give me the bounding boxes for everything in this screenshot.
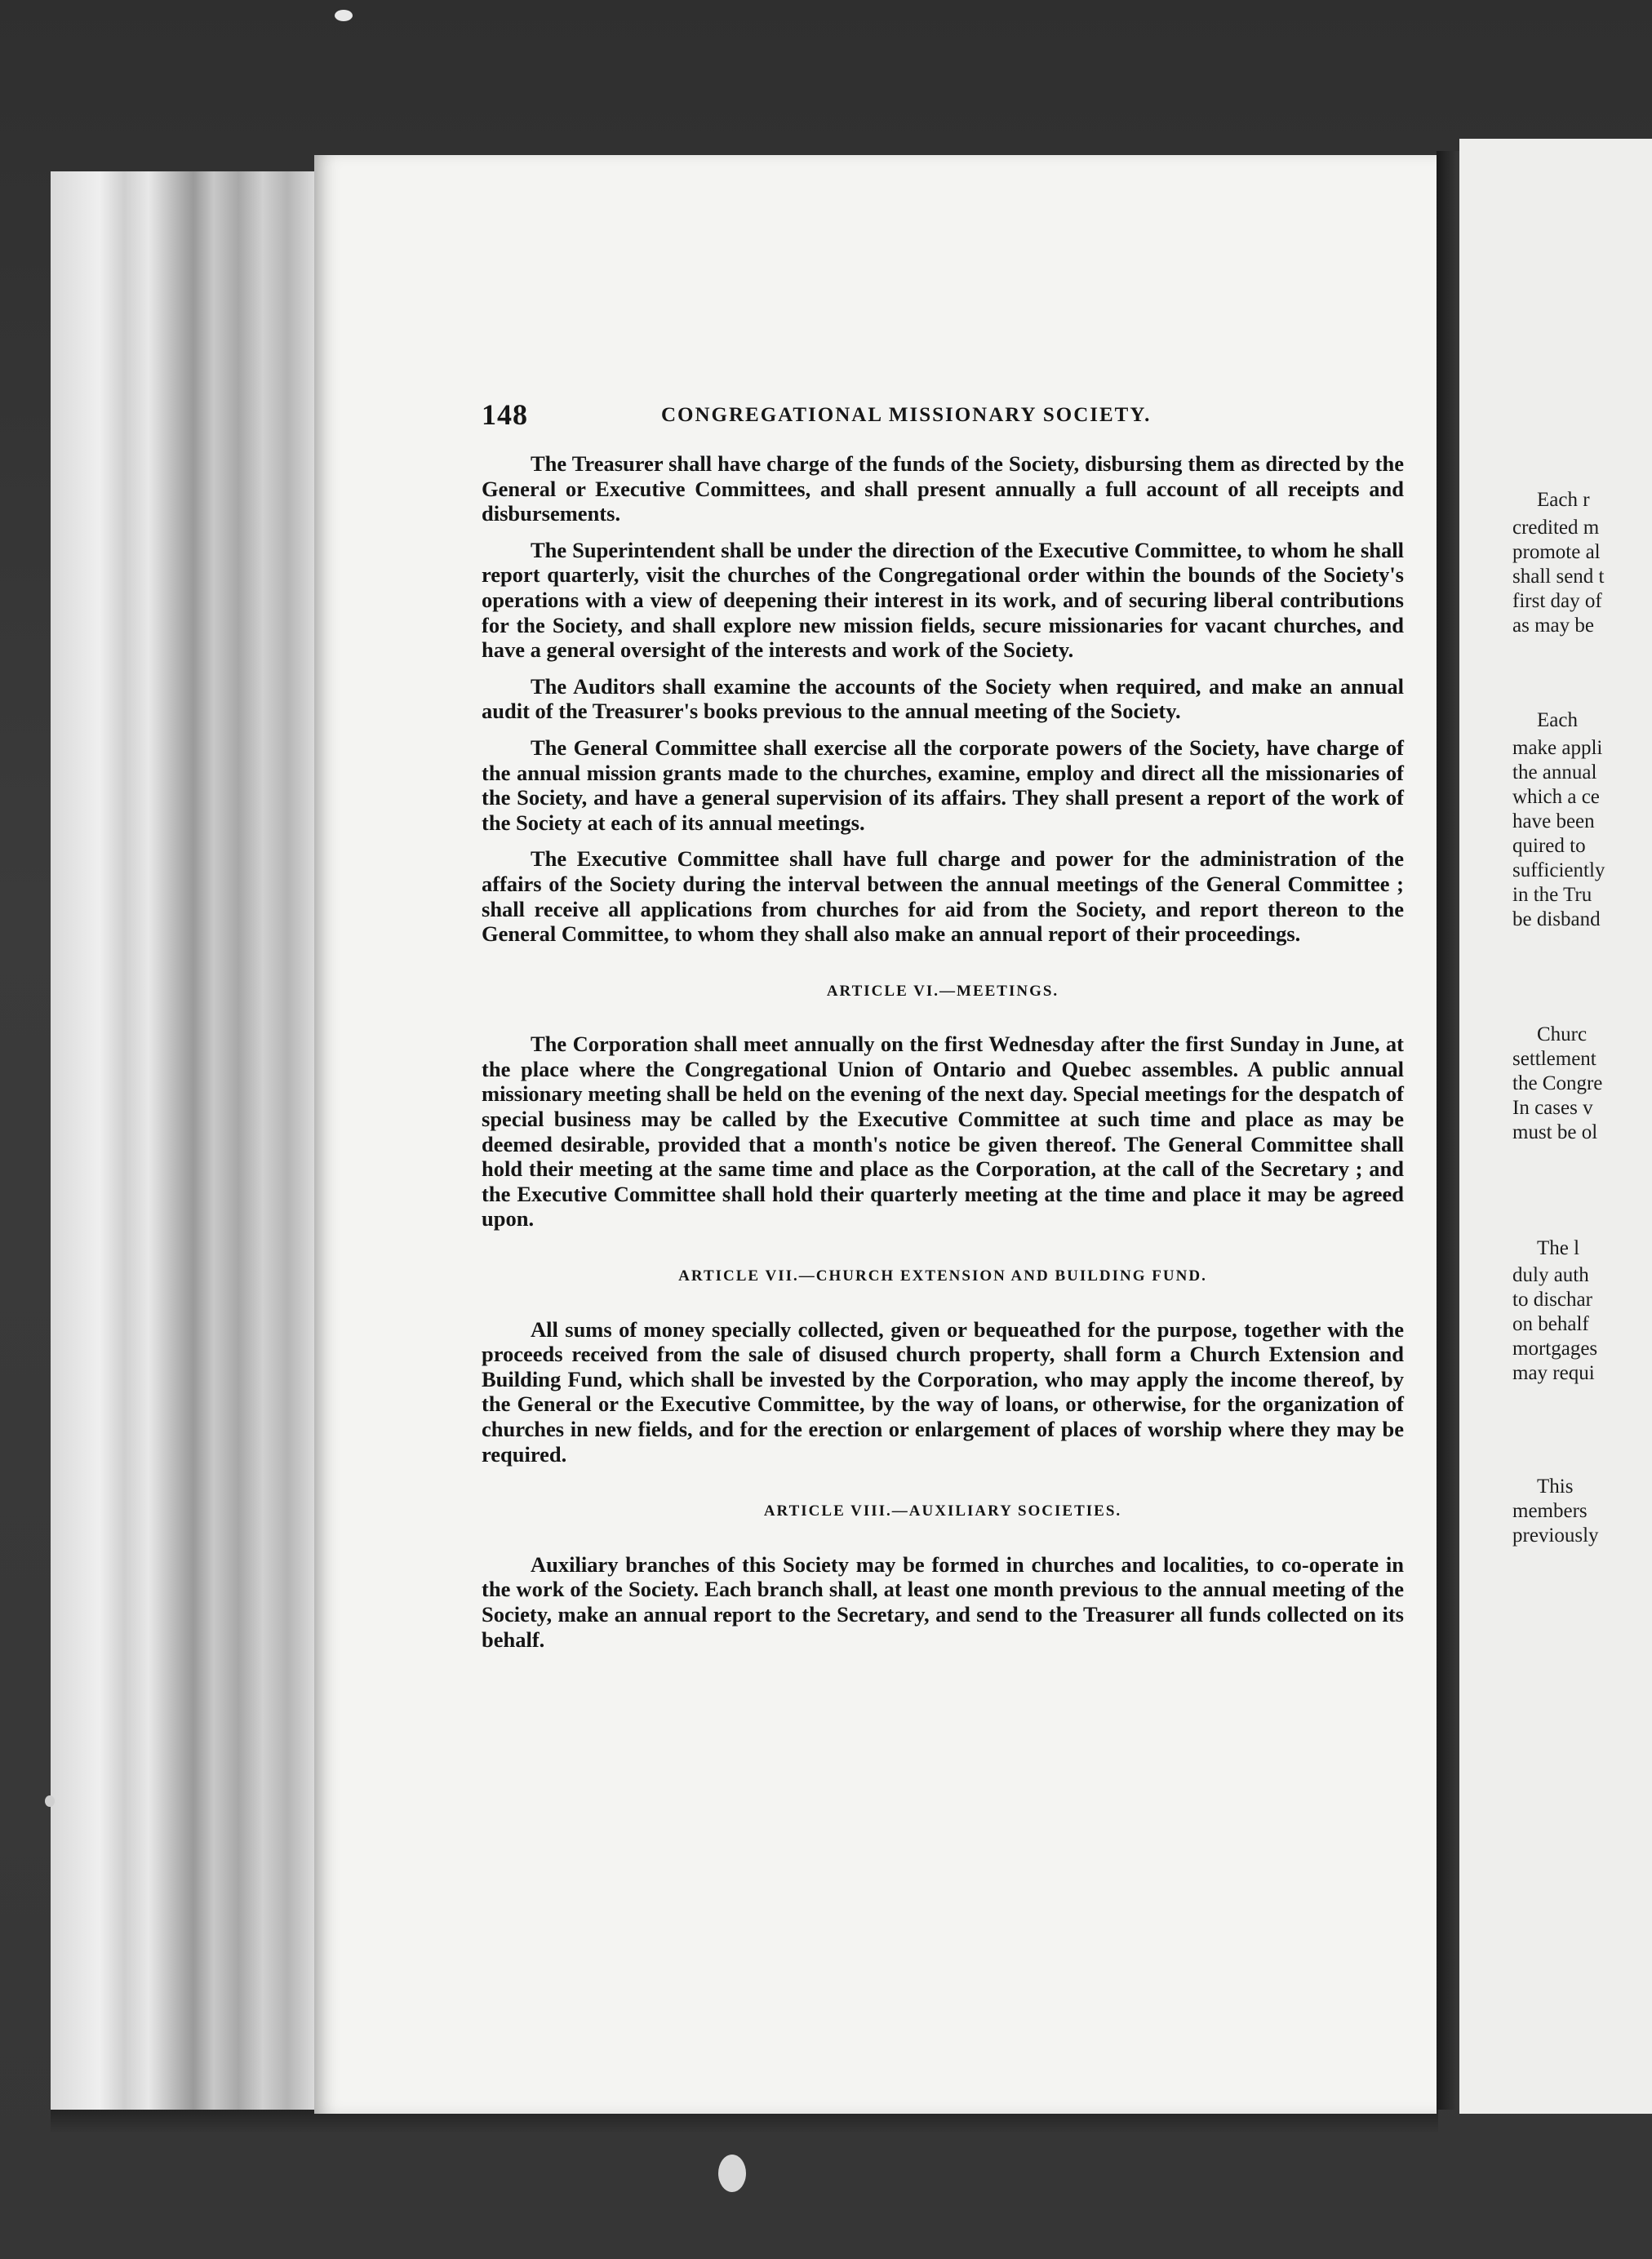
- page-number: 148: [482, 398, 528, 431]
- facing-line: be disband: [1512, 908, 1601, 930]
- article-7-text: All sums of money specially collected, given or bequeathed for the purpose, together with the proceeds received from the sale of disused church property, shall form a Church Extension and Building Fund, which shall be invested by the Corporation, who may apply the income thereof, by the General or the Executive Committee, by the way of loans, or otherwise, for the organization of churches in new fields, and for the erection or enlargement of places of worship where they may be required.: [482, 1316, 1404, 1467]
- paragraph-treasurer: The Treasurer shall have charge of the funds of the Society, disbursing them as directed by the General or Executive Committees, and shall present annually a full account of all receipts and disbursements.: [482, 451, 1404, 526]
- page-body: [482, 451, 1404, 1663]
- facing-line: which a ce: [1512, 786, 1600, 808]
- article-6-text: The Corporation shall meet annually on the first Wednesday after the first Sunday in June, at the place where the Congregational Union of Ontario and Quebec assembles. A public annual missionary meeting shall be held on the evening of the next day. Special meetings for the despatch of special business may be called by the Executive Committee at such time and place as may be deemed desirable, provided that a month's notice be given thereof. The General Committee shall hold their meeting at the same time and place as the Corporation, at the call of the Secretary ; and the Executive Committee shall hold their quarterly meeting at the time and place it may be agreed upon.: [482, 1032, 1404, 1232]
- facing-line: members: [1512, 1500, 1588, 1522]
- dust-speck: [335, 10, 353, 21]
- facing-line: sufficiently: [1512, 859, 1605, 881]
- article-7-heading: ARTICLE VII.—CHURCH EXTENSION AND BUILDING FUND.: [678, 1267, 1207, 1285]
- facing-line: Each r: [1537, 489, 1590, 511]
- paragraph-general-committee: The General Committee shall exercise all the corporate powers of the Society, have charge of the annual mission grants made to the churches, examine, employ and direct all the missionaries of the Society, and have a general supervision of its affairs. They shall present a report of the work of the Society at each of its annual meetings.: [482, 735, 1404, 835]
- facing-line: The l: [1537, 1237, 1580, 1259]
- paragraph-auditors: The Auditors shall examine the accounts of the Society when required, and make an annual audit of the Treasurer's books previous to the annual meeting of the Society.: [482, 673, 1404, 724]
- paragraph-superintendent: The Superintendent shall be under the direction of the Executive Committee, to whom he shall report quarterly, visit the churches of the Congregational order within the bounds of the Society's operations with a view of deepening their interest in its work, and of securing liberal contributions for the Society, and shall explore new mission fields, secure missionaries for vacant churches, and have a general oversight of the interests and work of the Society.: [482, 537, 1404, 663]
- facing-line: previously: [1512, 1524, 1599, 1547]
- article-8-text: Auxiliary branches of this Society may be formed in churches and localities, to co-operate in the work of the Society. Each branch shall, at least one month previous to the annual meeting of the Society, make an annual report to the Secretary, and send to the Treasurer all funds collected on its behalf.: [482, 1551, 1404, 1652]
- paragraph-executive-committee: The Executive Committee shall have full charge and power for the administration of the affairs of the Society during the interval between the annual meetings of the General Committee ; shall receive all applications from churches for aid from the Society, and report thereon to the General Committee, to whom they shall also make an annual report of their proceedings.: [482, 846, 1404, 947]
- facing-line: may requi: [1512, 1362, 1595, 1384]
- facing-line: shall send t: [1512, 566, 1605, 588]
- facing-line: In cases v: [1512, 1097, 1593, 1119]
- facing-line: have been: [1512, 810, 1595, 832]
- dust-speck: [718, 2155, 746, 2192]
- facing-line: as may be: [1512, 615, 1594, 637]
- facing-line: first day of: [1512, 590, 1602, 612]
- facing-line: This: [1537, 1476, 1574, 1498]
- facing-line: mortgages: [1512, 1338, 1598, 1360]
- facing-line: settlement: [1512, 1048, 1596, 1070]
- article-8-heading: ARTICLE VIII.—AUXILIARY SOCIETIES.: [763, 1502, 1122, 1520]
- article-6-heading: ARTICLE VI.—MEETINGS.: [826, 982, 1059, 1000]
- dust-speck: [45, 1795, 55, 1807]
- running-header: [482, 397, 1396, 438]
- facing-line: must be ol: [1512, 1121, 1598, 1143]
- facing-line: the annual: [1512, 761, 1597, 783]
- facing-line: Churc: [1537, 1023, 1588, 1045]
- book-page-edges: [51, 171, 320, 2110]
- facing-line: duly auth: [1512, 1264, 1589, 1286]
- facing-line: to dischar: [1512, 1289, 1592, 1311]
- facing-line: promote al: [1512, 541, 1601, 563]
- facing-line: the Congre: [1512, 1072, 1603, 1094]
- facing-line: Each: [1537, 709, 1578, 731]
- facing-page: [1459, 139, 1652, 2114]
- facing-line: make appli: [1512, 737, 1603, 759]
- facing-line: credited m: [1512, 517, 1600, 539]
- running-title: CONGREGATIONAL MISSIONARY SOCIETY.: [661, 404, 1152, 426]
- facing-line: in the Tru: [1512, 884, 1592, 906]
- facing-line: on behalf: [1512, 1313, 1589, 1335]
- facing-line: quired to: [1512, 835, 1586, 857]
- page-gutter: [1437, 151, 1459, 2110]
